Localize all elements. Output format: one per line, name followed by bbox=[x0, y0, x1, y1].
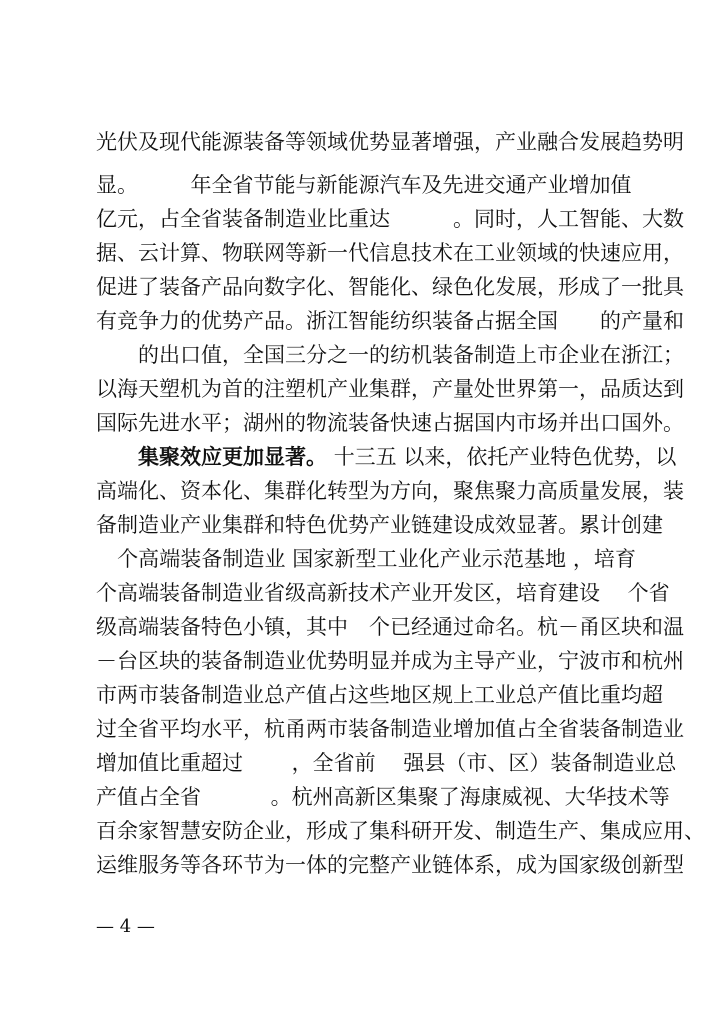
paragraph-line: 以海天塑机为首的注塑机产业集群，产量处世界第一，品质达到 bbox=[96, 377, 684, 401]
paragraph-line: 高端化、资本化、集群化转型为方向，聚焦聚力高质量发展，装 bbox=[96, 479, 684, 503]
paragraph-line: 备制造业产业集群和特色优势产业链建设成效显著。累计创建 bbox=[96, 513, 663, 537]
paragraph-line: 增加值比重超过 ，全省前 强县（市、区）装备制造业总 bbox=[96, 751, 677, 775]
paragraph-line: 个高端装备制造业省级高新技术产业开发区，培育建设 个省 bbox=[96, 581, 670, 605]
paragraph-line: 亿元，占全省装备制造业比重达 。同时，人工智能、大数 bbox=[96, 207, 684, 231]
section-heading-rest: 十三五 以来，依托产业特色优势，以 bbox=[333, 445, 677, 469]
paragraph-line: 个高端装备制造业 国家新型工业化产业示范基地 ，培育 bbox=[96, 547, 636, 571]
paragraph-line: 百余家智慧安防企业，形成了集科研开发、制造生产、集成应用、 bbox=[96, 819, 705, 843]
paragraph-line: 据、云计算、物联网等新一代信息技术在工业领域的快速应用， bbox=[96, 241, 684, 265]
paragraph-line: －台区块的装备制造业优势明显并成为主导产业，宁波市和杭州 bbox=[96, 649, 684, 673]
section-heading: 集聚效应更加显著。 bbox=[138, 445, 327, 469]
paragraph-line: 的出口值，全国三分之一的纺机装备制造上市企业在浙江； bbox=[96, 343, 684, 367]
paragraph-line: 显。 年全省节能与新能源汽车及先进交通产业增加值 bbox=[96, 173, 632, 197]
paragraph-line: 级高端装备特色小镇，其中 个已经通过命名。杭－甬区块和温 bbox=[96, 615, 684, 639]
paragraph-line: 国际先进水平；湖州的物流装备快速占据国内市场并出口国外。 bbox=[96, 411, 684, 435]
paragraph-line: 运维服务等各环节为一体的完整产业链体系，成为国家级创新型 bbox=[96, 853, 684, 877]
paragraph-line: 市两市装备制造业总产值占这些地区规上工业总产值比重均超 bbox=[96, 683, 663, 707]
page-number: — 4 — bbox=[96, 916, 155, 937]
paragraph-line: 有竞争力的优势产品。浙江智能纺织装备占据全国 的产量和 bbox=[96, 309, 684, 333]
paragraph-line: 产值占全省 。杭州高新区集聚了海康威视、大华技术等 bbox=[96, 785, 670, 809]
paragraph-line: 促进了装备产品向数字化、智能化、绿色化发展，形成了一批具 bbox=[96, 275, 684, 299]
section-heading-line bbox=[96, 443, 677, 471]
paragraph-line: 过全省平均水平，杭甬两市装备制造业增加值占全省装备制造业 bbox=[96, 717, 684, 741]
paragraph-line: 光伏及现代能源装备等领域优势显著增强，产业融合发展趋势明 bbox=[96, 130, 684, 154]
